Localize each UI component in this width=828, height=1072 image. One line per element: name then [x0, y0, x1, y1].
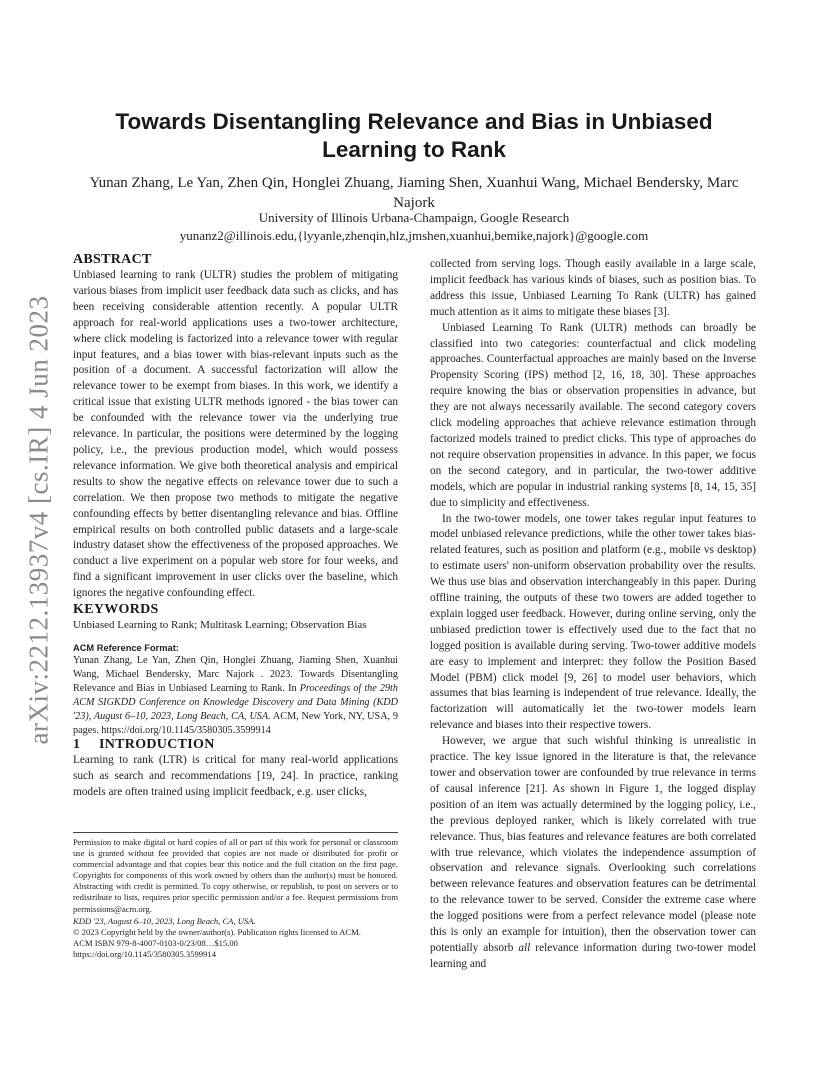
paper-title: Towards Disentangling Relevance and Bias in Unbiased Learning to Rank: [115, 109, 713, 162]
copyright-line: © 2023 Copyright held by the owner/author(s). Publication rights licensed to ACM.: [73, 926, 361, 937]
keywords-heading: KEYWORDS: [73, 602, 159, 618]
section-title: INTRODUCTION: [99, 737, 215, 753]
acm-reference-authors-title: Yunan Zhang, Le Yan, Zhen Qin, Honglei Zhuang, Jiaming Shen, Xuanhui Wang, Michael Bendersky, Marc Najork . 2023. Towards Disentangling Relevance and Bias in Unbiased Learning to Rank. In: [73, 655, 398, 694]
author-list: Yunan Zhang, Le Yan, Zhen Qin, Honglei Zhuang, Jiaming Shen, Xuanhui Wang, Michael Bendersky, Marc Najork: [89, 175, 739, 211]
acm-reference-venue: Proceedings of the 29th ACM SIGKDD Conference on Knowledge Discovery and Data Mining (KDD '23), August 6–10, 2023, Long Beach, CA, USA.: [73, 682, 398, 722]
acm-reference-text: [73, 654, 398, 737]
arxiv-identifier: [23, 295, 54, 745]
permission-notice: Permission to make digital or hard copies of all or part of this work for personal or classroom use is granted without fee provided that copies are not made or distributed for profit or commercial advantage and that copies bear this notice and the full citation on the first page. Copyrights for components of this work owned by others than the author(s) must be honored. Abstracting with credit is permitted. To copy otherwise, or republish, to post on servers or to redistribute to lists, requires prior specific permission and/or a fee. Request permissions from permissions@acm.org.: [73, 837, 398, 914]
body-paragraph: [430, 734, 756, 973]
introduction-heading: [73, 737, 398, 753]
emphasized-word: all: [518, 941, 531, 954]
body-paragraph: In the two-tower models, one tower takes regular input features to model unbiased relevance predictions, while the other tower takes bias-related features, such as position and platform (e.g., mobile vs desktop) to estimate users' non-uniform observation probability over the results. We thus use bias and observation interchangeably in this paper. During offline training, the outputs of these two towers are added together to explain logged user feedback. However, during online serving, only the unbiased prediction tower is effectively used due to the fact that no logged position is available during serving. Two-tower additive models are easy to implement and interpret: they follow the Position Based Model (PBM) click model [9, 26] to model user behaviors, which assumes that bias learning is independent of true relevance. Ideally, the factorization will automatically let the two-tower models learn relevance and biases into their respective towers.: [430, 512, 756, 732]
body-paragraph: collected from serving logs. Though easily available in a large scale, implicit feedback has various kinds of biases, such as position bias. To address this issue, Unbiased Learning To Rank (ULTR) has gained much attention as it aims to mitigate these biases [3].: [430, 258, 756, 318]
arxiv-identifier-text: arXiv:2212.13937v4 [cs.IR] 4 Jun 2023: [23, 295, 54, 745]
affiliation: University of Illinois Urbana-Champaign, Google Research: [258, 210, 570, 225]
keywords-text: Unbiased Learning to Rank; Multitask Learning; Observation Bias: [73, 619, 367, 632]
conference-line: KDD '23, August 6–10, 2023, Long Beach, CA, USA.: [73, 915, 256, 926]
abstract-text: Unbiased learning to rank (ULTR) studies the problem of mitigating various biases from implicit user feedback data such as clicks, and has been receiving considerable attention recently. A popular ULTR approach for real-world applications uses a two-tower architecture, where click modeling is factorized into a relevance tower with regular input features, and a bias tower with bias-relevant inputs such as the position of a document. A successful factorization will allow the relevance tower to be exempt from biases. In this work, we identify a critical issue that existing ULTR methods ignored - the bias tower can be confounded with the relevance tower via the underlying true relevance. In particular, the positions were determined by the logging policy, i.e., the previous production model, which would possess relevance information. We give both theoretical analysis and empirical results to show the negative effects on relevance tower due to such a correlation. We then propose two methods to mitigate the negative confounding effects by better disentangling relevance and bias. Offline empirical results on both controlled public datasets and a large-scale industry dataset show the effectiveness of the proposed approaches. We conduct a live experiment on a popular web store for four weeks, and find a significant improvement in user clicks over the baseline, which ignores the negative confounding effect.: [73, 269, 398, 600]
author-emails: yunanz2@illinois.edu,{lyyanle,zhenqin,hlz,jmshen,xuanhui,bemike,najork}@google.com: [179, 228, 649, 243]
body-text: However, we argue that such wishful thinking is unrealistic in practice. The key issue ignored in the literature is that, the relevance tower and observation tower are confounded by true relevance in terms of causal inference [21]. As shown in Figure 1, the logged display position of an item was actually determined by the logging policy, i.e., the previous deployed ranker, which is likely correlated with true relevance. Thus, bias features and relevance features are both correlated with true relevance, which violates the independence assumption of observation and relevance signals. Overlooking such correlations between relevance features and observation features can be detrimental to the relevance tower to be served. Consider the extreme case where the logged positions were from a perfect relevance model (please note this is only an example for intuition), then the observation tower can potentially absorb: [430, 735, 756, 954]
isbn-line: ACM ISBN 979-8-4007-0103-0/23/08…$15.00: [73, 937, 238, 948]
doi-line: https://doi.org/10.1145/3580305.3599914: [73, 948, 216, 959]
copyright-footnote: [73, 832, 398, 960]
acm-reference-heading: ACM Reference Format:: [73, 643, 179, 654]
abstract-heading: ABSTRACT: [73, 252, 152, 267]
acm-reference-doi: ACM, New York, NY, USA, 9 pages. https://doi.org/10.1145/3580305.3599914: [73, 710, 399, 736]
introduction-paragraph: Learning to rank (LTR) is critical for many real-world applications such as search and recommendations [19, 24]. In practice, ranking models are often trained using implicit feedback, e.g. user clicks,: [73, 754, 398, 799]
section-number: 1: [73, 737, 81, 753]
body-text: relevance information during two-tower model learning and: [430, 941, 756, 970]
left-column: [73, 252, 398, 801]
body-paragraph: Unbiased Learning To Rank (ULTR) methods can broadly be classified into two categories: counterfactual and click modeling approaches. Counterfactual approaches are mainly based on the Inverse Propensity Scoring (IPS) method [2, 16, 18, 30]. These approaches require knowing the bias or observation propensities in advance, but they are not always necessarily available. The second category covers click modeling approaches that achieve relevance estimation through factorized models trained to predict clicks. This type of approaches do not require observation propensities in advance. In this paper, we focus on the second category, and in particular, the two-tower additive models, which are popular in industrial ranking systems [8, 14, 15, 35] due to simplicity and effectiveness.: [430, 321, 756, 509]
right-column: [430, 257, 756, 973]
